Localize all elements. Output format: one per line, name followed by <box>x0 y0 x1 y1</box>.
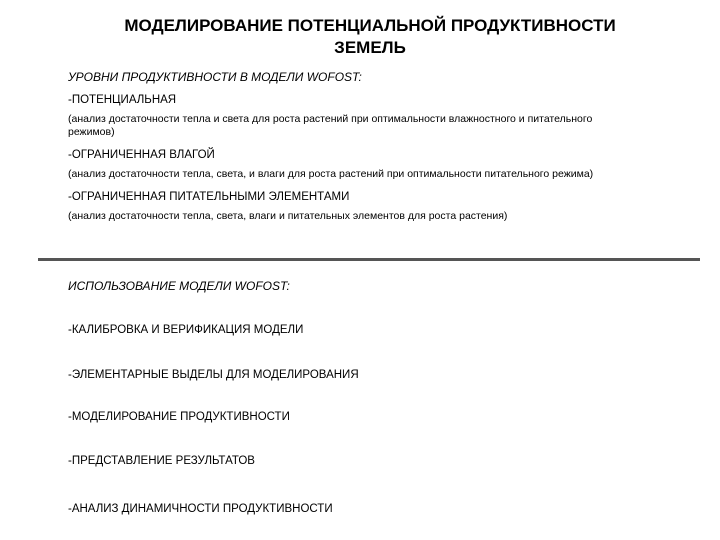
usage-item-results: -ПРЕДСТАВЛЕНИЕ РЕЗУЛЬТАТОВ <box>68 455 255 467</box>
level-nutrient-limited-label: -ОГРАНИЧЕННАЯ ПИТАТЕЛЬНЫМИ ЭЛЕМЕНТАМИ <box>68 191 350 203</box>
usage-item-dynamics-analysis: -АНАЛИЗ ДИНАМИЧНОСТИ ПРОДУКТИВНОСТИ <box>68 503 333 515</box>
section-divider <box>38 258 700 261</box>
productivity-levels-section <box>68 70 688 223</box>
slide-title <box>60 15 680 59</box>
level-potential-label: -ПОТЕНЦИАЛЬНАЯ <box>68 94 177 106</box>
slide-title-line-2: ЗЕМЕЛЬ <box>334 38 406 57</box>
usage-item-modeling: -МОДЕЛИРОВАНИЕ ПРОДУКТИВНОСТИ <box>68 411 290 423</box>
usage-item-calibration: -КАЛИБРОВКА И ВЕРИФИКАЦИЯ МОДЕЛИ <box>68 324 304 336</box>
level-water-limited-label: -ОГРАНИЧЕННАЯ ВЛАГОЙ <box>68 149 215 161</box>
level-potential-description: (анализ достаточности тепла и света для роста растений при оптимальности влажностного и питательного режимов) <box>68 113 593 138</box>
model-usage-heading-wrap <box>68 279 688 293</box>
model-usage-heading: ИСПОЛЬЗОВАНИЕ МОДЕЛИ WOFOST: <box>68 279 290 293</box>
slide-title-line-1: МОДЕЛИРОВАНИЕ ПОТЕНЦИАЛЬНОЙ ПРОДУКТИВНОСТИ <box>124 16 616 35</box>
level-nutrient-limited-description: (анализ достаточности тепла, света, влаги и питательных элементов для роста растения) <box>68 210 508 222</box>
level-water-limited-description: (анализ достаточности тепла, света, и влаги для роста растений при оптимальности питательного режима) <box>68 168 594 180</box>
usage-item-elementary-units: -ЭЛЕМЕНТАРНЫЕ ВЫДЕЛЫ ДЛЯ МОДЕЛИРОВАНИЯ <box>68 369 359 381</box>
productivity-levels-heading: УРОВНИ ПРОДУКТИВНОСТИ В МОДЕЛИ WOFOST: <box>68 70 362 84</box>
